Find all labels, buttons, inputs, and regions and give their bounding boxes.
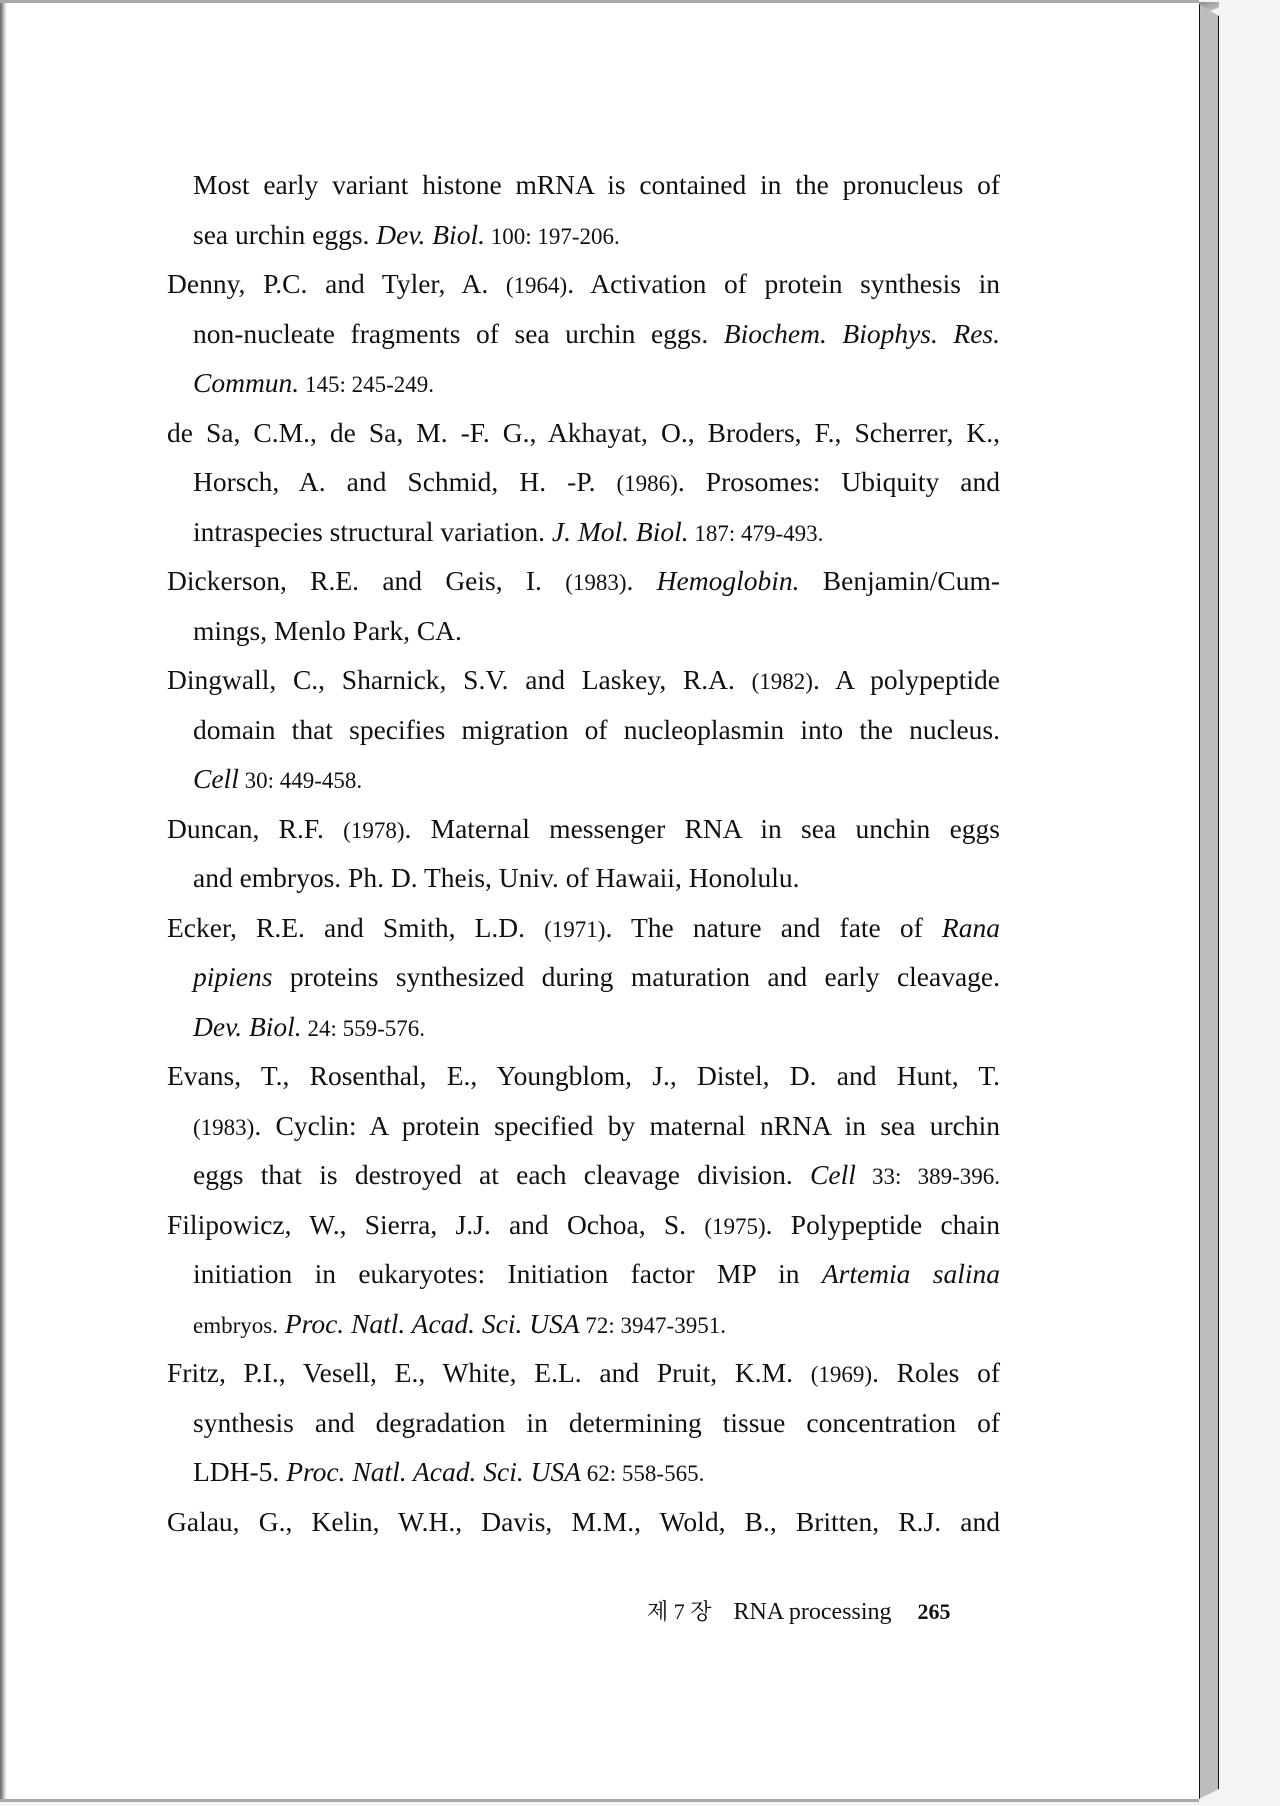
numeral-text: 30: 449-458. xyxy=(238,768,363,793)
text: Galau, G., Kelin, W.H., Davis, M.M., Wold, B., Britten, R.J. and xyxy=(167,1505,1000,1537)
reference-continuation-line xyxy=(167,952,1000,1002)
reference-entry-line xyxy=(167,655,1000,705)
reference-entry-line xyxy=(167,259,1000,309)
text: . A polypeptide xyxy=(812,664,1000,695)
text: Duncan, R.F. xyxy=(167,812,344,844)
line-text xyxy=(193,507,823,559)
text: and embryos. Ph. D. Theis, Univ. of Hawaii, Honolulu. xyxy=(193,862,800,893)
reference-continuation-line xyxy=(167,507,1000,557)
line-text xyxy=(193,1299,726,1351)
text: non-nucleate fragments of sea urchin eggs. xyxy=(193,317,724,349)
text: Evans, T., Rosenthal, E., Youngblom, J., Distel, D. and Hunt, T. xyxy=(167,1060,1000,1091)
reference-continuation-line xyxy=(167,160,1000,210)
reference-continuation-line xyxy=(167,309,1000,359)
reference-continuation-line xyxy=(167,1447,1000,1497)
text: Dingwall, C., Sharnick, S.V. and Laskey, R.A. xyxy=(167,664,752,695)
line-text xyxy=(193,952,1000,1002)
reference-continuation-line xyxy=(167,705,1000,755)
italic-text: Cell xyxy=(810,1159,856,1190)
line-text xyxy=(193,160,1000,210)
text: Most early variant histone mRNA is contained in the pronucleus of xyxy=(193,169,1000,200)
reference-continuation-line xyxy=(167,210,1000,260)
line-text xyxy=(193,1447,704,1499)
reference-continuation-line xyxy=(167,1249,1000,1299)
numeral-text: (1986) xyxy=(616,471,678,496)
numeral-text: 187: 479-493. xyxy=(688,520,824,546)
reference-entry-line xyxy=(167,1348,1000,1398)
text: Benjamin/Cum- xyxy=(799,565,1000,596)
numeral-text: 100: 197-206. xyxy=(484,223,620,249)
footer-running-title: RNA processing xyxy=(733,1599,892,1625)
text: synthesis and degradation in determining tissue concentration of xyxy=(193,1406,1000,1438)
numeral-text: (1969) xyxy=(810,1362,873,1387)
line-text xyxy=(193,705,1000,755)
reference-continuation-line xyxy=(167,1002,1000,1052)
reference-continuation-line xyxy=(167,457,1000,507)
reference-continuation-line xyxy=(167,853,1000,903)
line-text xyxy=(167,655,1000,707)
line-text xyxy=(193,1150,1000,1202)
reference-list xyxy=(167,160,1000,1546)
line-text xyxy=(167,556,1000,608)
line-text xyxy=(167,903,1000,955)
italic-text: Hemoglobin. xyxy=(656,565,800,596)
text: intraspecies structural variation. xyxy=(193,515,552,547)
reference-continuation-line xyxy=(167,1101,1000,1151)
line-text xyxy=(193,309,1000,359)
italic-text: J. Mol. Biol. xyxy=(551,515,689,547)
reference-entry-line xyxy=(167,1200,1000,1250)
page-number: 265 xyxy=(917,1599,951,1624)
text: . xyxy=(626,565,657,596)
text: mings, Menlo Park, CA. xyxy=(193,614,462,646)
reference-entry-line xyxy=(167,1497,1000,1547)
italic-text: Artemia salina xyxy=(821,1258,1000,1289)
numeral-text: 33: 389-396. xyxy=(855,1164,1000,1189)
italic-text: Biochem. Biophys. Res. xyxy=(723,317,1000,349)
text: . Roles of xyxy=(872,1357,1000,1388)
reference-continuation-line xyxy=(167,358,1000,408)
line-text xyxy=(193,457,1000,509)
reference-continuation-line xyxy=(167,754,1000,804)
reference-continuation-line xyxy=(167,1150,1000,1200)
numeral-text: (1983) xyxy=(193,1114,255,1140)
text: Fritz, P.I., Vesell, E., White, E.L. and Pruit, K.M. xyxy=(167,1357,811,1388)
line-text xyxy=(167,804,1000,856)
text: . The nature and fate of xyxy=(605,911,942,943)
line-text xyxy=(167,1051,1000,1101)
page-footer xyxy=(647,1595,951,1626)
text: initiation in eukaryotes: Initiation factor MP in xyxy=(193,1258,822,1289)
numeral-text: (1982) xyxy=(751,669,813,694)
italic-text: Dev. Biol. xyxy=(193,1010,302,1042)
reference-continuation-line xyxy=(167,606,1000,656)
line-text xyxy=(193,1101,1000,1153)
text: Denny, P.C. and Tyler, A. xyxy=(167,268,506,299)
text: Dickerson, R.E. and Geis, I. xyxy=(167,565,566,596)
reference-entry-line xyxy=(167,556,1000,606)
numeral-text: (1975) xyxy=(704,1213,766,1239)
text: domain that specifies migration of nucleoplasmin into the nucleus. xyxy=(193,713,1000,745)
italic-text: Proc. Natl. Acad. Sci. USA xyxy=(284,1307,580,1339)
numeral-text: 145: 245-249. xyxy=(299,372,434,397)
numeral-text: 24: 559-576. xyxy=(301,1015,425,1041)
text: Ecker, R.E. and Smith, L.D. xyxy=(167,911,545,943)
line-text xyxy=(167,1348,1000,1400)
numeral-text: 62: 558-565. xyxy=(581,1461,705,1486)
numeral-text: (1983) xyxy=(565,570,627,595)
line-text xyxy=(193,1249,1000,1299)
text: sea urchin eggs. xyxy=(193,218,377,250)
text xyxy=(278,1308,285,1339)
line-text xyxy=(167,408,1000,458)
italic-text: Proc. Natl. Acad. Sci. USA xyxy=(286,1456,582,1487)
text: . Maternal messenger RNA in sea unchin eggs xyxy=(404,812,1000,844)
numeral-text: (1978) xyxy=(343,817,405,843)
text: proteins synthesized during maturation and early cleavage. xyxy=(272,961,1000,992)
reference-entry-line xyxy=(167,903,1000,953)
text: LDH-5. xyxy=(193,1456,287,1487)
text: . Prosomes: Ubiquity and xyxy=(677,466,1000,497)
italic-text: Commun. xyxy=(193,367,300,398)
reference-entry-line xyxy=(167,804,1000,854)
reference-continuation-line xyxy=(167,1398,1000,1448)
page-stack-edge xyxy=(1199,4,1219,1799)
numeral-text: 72: 3947-3951. xyxy=(579,1312,726,1338)
numeral-text: (1971) xyxy=(544,916,606,942)
numeral-text: (1964) xyxy=(505,273,568,298)
line-text xyxy=(193,853,799,903)
line-text xyxy=(167,1497,1000,1547)
reference-entry-line xyxy=(167,408,1000,458)
line-text xyxy=(167,1200,1000,1252)
text: . Cyclin: A protein specified by maternal nRNA in sea urchin xyxy=(254,1109,1000,1141)
italic-text: Cell xyxy=(193,763,239,794)
line-text xyxy=(193,1398,1000,1448)
text: . Activation of protein synthesis in xyxy=(567,268,1000,299)
line-text xyxy=(193,210,620,262)
text: Filipowicz, W., Sierra, J.J. and Ochoa, S. xyxy=(167,1208,705,1240)
footer-chapter: 제 7 장 xyxy=(647,1599,712,1624)
text: de Sa, C.M., de Sa, M. -F. G., Akhayat, O., Broders, F., Scherrer, K., xyxy=(167,416,1000,448)
numeral-text: embryos. xyxy=(193,1312,278,1338)
reference-continuation-line xyxy=(167,1299,1000,1349)
reference-entry-line xyxy=(167,1051,1000,1101)
line-text xyxy=(193,1002,425,1054)
line-text xyxy=(193,358,434,410)
italic-text: Dev. Biol. xyxy=(376,218,485,250)
line-text xyxy=(193,754,362,806)
italic-text: pipiens xyxy=(193,961,273,992)
text: . Polypeptide chain xyxy=(765,1208,1000,1240)
text: eggs that is destroyed at each cleavage division. xyxy=(193,1159,811,1190)
line-text xyxy=(193,606,462,656)
italic-text: Rana xyxy=(941,911,1000,943)
line-text xyxy=(167,259,1000,311)
text: Horsch, A. and Schmid, H. -P. xyxy=(193,466,617,497)
